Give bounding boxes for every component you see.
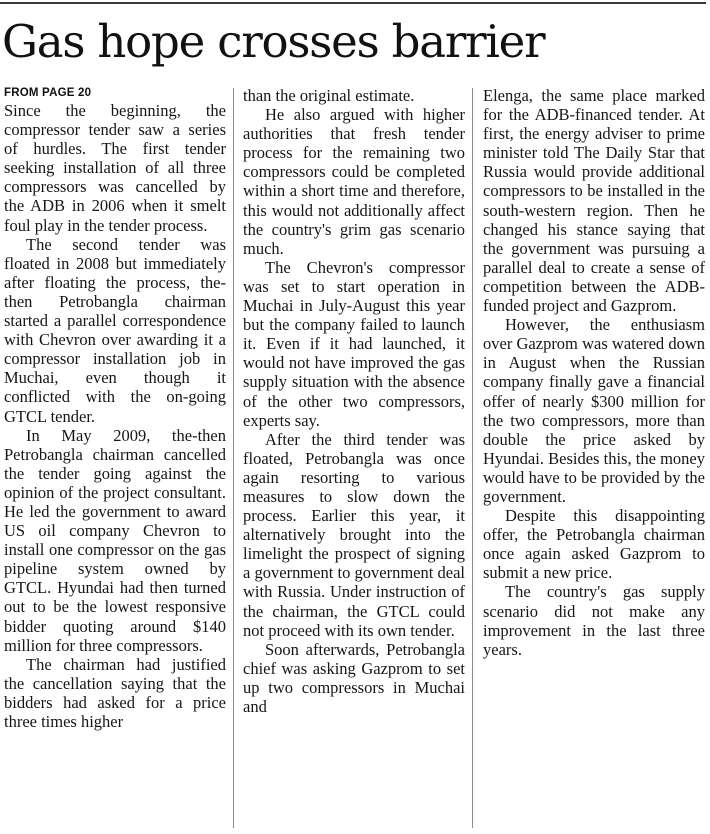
column-divider-2 — [472, 88, 473, 828]
paragraph: The second tender was floated in 2008 but immediately after floating the process, the-then Petrobangla chairman started a parallel correspondence with Chevron over awarding it a compressor installation job in Muchai, even though it conflicted with the on-going GTCL tender. — [4, 234, 226, 426]
jump-line: FROM PAGE 20 — [4, 87, 92, 99]
paragraph: Despite this disappointing offer, the Petrobangla chairman once again asked Gazprom to submit a new price. — [483, 506, 705, 583]
paragraph: The country's gas supply scenario did not make any improvement in the last three years. — [483, 582, 705, 659]
article-column-1 — [4, 86, 226, 731]
paragraph: The Chevron's compressor was set to start operation in Muchai in July-August this year but the company failed to launch it. Even if it had launched, it would not have improved the gas supply situation with the absence of the other two compressors, experts say. — [243, 257, 465, 430]
top-rule — [0, 2, 706, 4]
headline: Gas hope crosses barrier — [2, 15, 545, 68]
paragraph: However, the enthusiasm over Gazprom was watered down in August when the Russian company finally gave a financial offer of nearly $300 million for the two compressors, more than double the price asked by Hyundai. Besides this, the money would have to be provided by the government. — [483, 315, 705, 506]
paragraph: Since the beginning, the compressor tender saw a series of hurdles. The first tender seeking installation of all three compressors was cancelled by the ADB in 2006 when it smelt foul play in the tender process. — [4, 101, 226, 235]
paragraph: Elenga, the same place marked for the ADB-financed tender. At first, the energy adviser to prime minister told The Daily Star that Russia would provide additional compressors to be installed in the south-western region. Then he changed his stance saying that the government was pursuing a parallel deal to create a sense of competition between the ADB-funded project and Gazprom. — [483, 86, 705, 316]
paragraph: than the original estimate. — [243, 86, 415, 105]
paragraph: Soon afterwards, Petrobangla chief was asking Gazprom to set up two compressors in Muchai and — [243, 639, 465, 716]
paragraph: After the third tender was floated, Petrobangla was once again resorting to various measures to slow down the process. Earlier this year, it alternatively brought into the limelight the prospect of signing a government to government deal with Russia. Under instruction of the chairman, the GTCL could not proceed with its own tender. — [243, 429, 465, 640]
article-column-3 — [483, 86, 705, 659]
column-divider-1 — [233, 88, 234, 828]
paragraph: He also argued with higher authorities that fresh tender process for the remaining two compressors could be completed within a short time and therefore, this would not additionally affect the country's grim gas scenario much. — [243, 105, 465, 258]
article-column-2 — [243, 86, 465, 716]
paragraph: In May 2009, the-then Petrobangla chairman cancelled the tender going against the opinion of the project consultant. He led the government to award US oil company Chevron to install one compressor on the gas pipeline system owned by GTCL. Hyundai had then turned out to be the lowest responsive bidder quoting around $140 million for three compressors. — [4, 425, 226, 655]
paragraph: The chairman had justified the cancellation saying that the bidders had asked for a price three times higher — [4, 654, 226, 731]
